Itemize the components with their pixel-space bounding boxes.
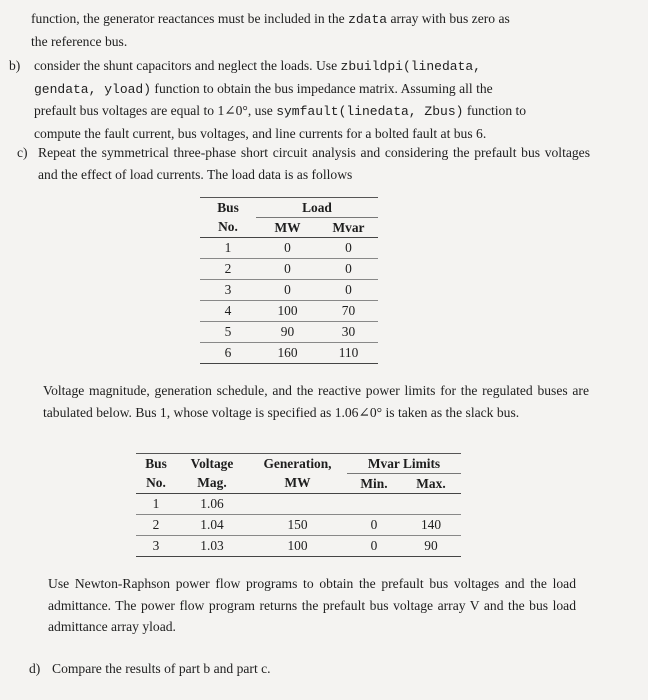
- mvar-cell: 0: [319, 238, 378, 259]
- gen-table-bus-header: Bus: [136, 454, 176, 474]
- gen-table-no-header: No.: [136, 474, 176, 494]
- min-cell: [347, 494, 401, 515]
- table-row: [136, 515, 461, 536]
- bus-cell: 3: [136, 536, 176, 557]
- mw-cell: 90: [256, 322, 319, 343]
- part-d-marker: d): [29, 661, 41, 676]
- table-row: [200, 343, 378, 364]
- part-b-line: function to: [463, 103, 527, 118]
- load-table: [200, 197, 378, 364]
- mvar-cell: 0: [319, 280, 378, 301]
- load-table-mw-header: MW: [256, 218, 319, 238]
- load-table-mvar-header: Mvar: [319, 218, 378, 238]
- min-cell: 0: [347, 536, 401, 557]
- part-a-text: array with bus zero as: [387, 11, 510, 26]
- part-c-marker: c): [17, 145, 28, 160]
- bus-cell: 3: [200, 280, 256, 301]
- part-a-text: the reference bus.: [31, 33, 128, 49]
- bus-cell: 2: [200, 259, 256, 280]
- mw-cell: 0: [256, 280, 319, 301]
- zbuildpi-args-code: gendata, yload): [34, 81, 152, 97]
- mag-cell: 1.06: [176, 494, 248, 515]
- max-cell: [401, 494, 461, 515]
- bus-cell: 5: [200, 322, 256, 343]
- part-b-line: function to obtain the bus impedance matrix. Assuming all the: [151, 80, 493, 96]
- bus-cell: 1: [200, 238, 256, 259]
- part-b-line: consider the shunt capacitors and neglect the loads. Use: [34, 58, 341, 73]
- table-row: [200, 301, 378, 322]
- part-b-marker: b): [9, 58, 21, 73]
- bus-cell: 1: [136, 494, 176, 515]
- max-cell: 140: [401, 515, 461, 536]
- table-row: [200, 280, 378, 301]
- mw-cell: 100: [248, 536, 347, 557]
- mw-cell: 0: [256, 259, 319, 280]
- load-table-load-header: Load: [256, 198, 378, 218]
- part-c-text: Repeat the symmetrical three-phase short circuit analysis and considering the prefault bus voltages and the effect of load currents. The load data is as follows: [38, 145, 590, 182]
- part-b-line: compute the fault current, bus voltages, and line currents for a bolted fault at bus 6.: [34, 125, 487, 141]
- table-row: [200, 322, 378, 343]
- bus-cell: 2: [136, 515, 176, 536]
- table-row: [136, 494, 461, 515]
- gen-table-generation-header: Generation,: [248, 454, 347, 474]
- part-b-text: [34, 55, 590, 144]
- mw-cell: 0: [256, 238, 319, 259]
- load-table-bus-header: Bus: [200, 198, 256, 218]
- part-a-continuation: [31, 8, 591, 52]
- mvar-cell: 30: [319, 322, 378, 343]
- mw-cell: 150: [248, 515, 347, 536]
- min-cell: 0: [347, 515, 401, 536]
- mag-cell: 1.03: [176, 536, 248, 557]
- mag-cell: 1.04: [176, 515, 248, 536]
- bus-cell: 4: [200, 301, 256, 322]
- table-row: [136, 536, 461, 557]
- generation-table: [136, 453, 461, 557]
- gen-table-max-header: Max.: [401, 474, 461, 494]
- max-cell: 90: [401, 536, 461, 557]
- mw-cell: 100: [256, 301, 319, 322]
- symfault-code: symfault(linedata, Zbus): [276, 104, 464, 119]
- gen-table-mvar-limits-header: Mvar Limits: [347, 454, 461, 474]
- part-b-line: prefault bus voltages are equal to 1∠0°, use: [34, 103, 277, 118]
- bus-cell: 6: [200, 343, 256, 364]
- mw-cell: [248, 494, 347, 515]
- gen-table-body: [136, 494, 461, 557]
- zdata-code: zdata: [348, 12, 388, 27]
- load-table-body: [200, 238, 378, 364]
- mvar-cell: 0: [319, 259, 378, 280]
- table-row: [200, 238, 378, 259]
- voltage-paragraph: Voltage magnitude, generation schedule, and the reactive power limits for the regulated buses are tabulated below. Bus 1, whose voltage is specified as 1.06∠0° is taken as the slack bus.: [43, 383, 589, 420]
- mvar-cell: 70: [319, 301, 378, 322]
- table-row: [200, 259, 378, 280]
- load-table-no-header: No.: [200, 218, 256, 238]
- gen-table-voltage-header: Voltage: [176, 454, 248, 474]
- mvar-cell: 110: [319, 343, 378, 364]
- newton-raphson-paragraph: Use Newton-Raphson power flow programs to obtain the prefault bus voltages and the load admittance. The power flow program returns the prefault bus voltage array V and the bus load admittance array yload.: [48, 576, 576, 634]
- gen-table-mw-header: MW: [248, 474, 347, 494]
- part-a-text: function, the generator reactances must be included in the: [31, 11, 349, 26]
- mw-cell: 160: [256, 343, 319, 364]
- zbuildpi-code: zbuildpi(linedata,: [340, 59, 481, 74]
- part-d-text: Compare the results of part b and part c.: [52, 661, 271, 676]
- gen-table-mag-header: Mag.: [176, 474, 248, 494]
- gen-table-min-header: Min.: [347, 474, 401, 494]
